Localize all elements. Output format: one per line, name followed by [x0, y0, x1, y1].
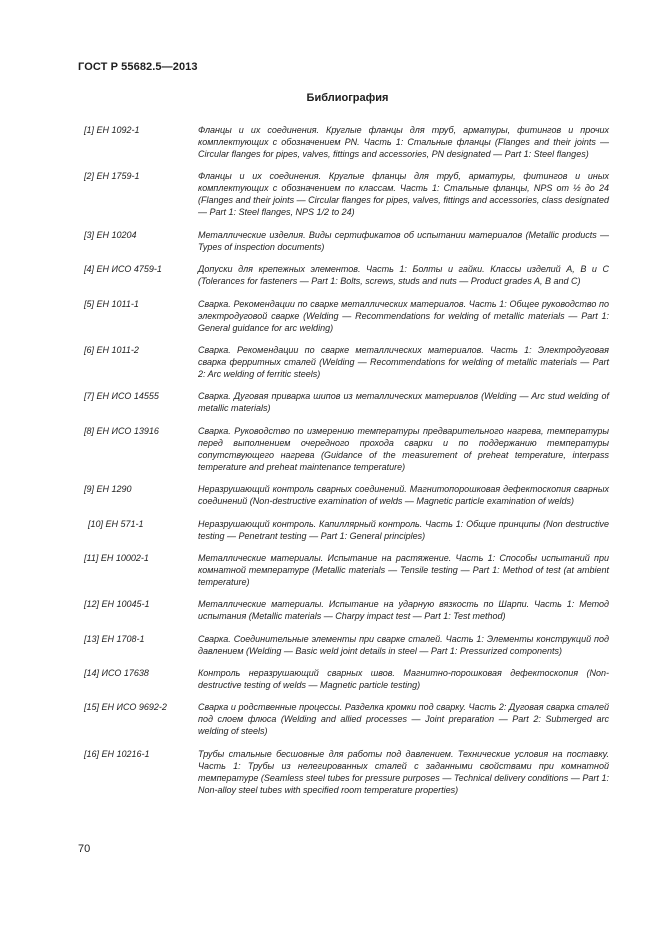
entry-text: Неразрушающий контроль. Капиллярный контроль. Часть 1: Общие принципы (Non destructive testing — Penetrant testing — Part 1: General principles) — [198, 518, 609, 541]
entry-reference: [8] ЕН ИСО 13916 — [84, 425, 159, 436]
entry-reference: [7] ЕН ИСО 14555 — [84, 391, 159, 402]
bibliography-entry — [84, 518, 610, 542]
bibliography-entry — [84, 425, 610, 473]
bibliography-entry — [84, 263, 610, 287]
entry-text: Допуски для крепежных элементов. Часть 1: Болты и гайки. Классы изделий А, В и С (Tolerances for fasteners — Part 1: Bolts, screws, studs and nuts — Product grades A, B and C) — [198, 264, 609, 287]
entry-reference: [13] ЕН 1708-1 — [84, 633, 145, 644]
bibliography-entry — [84, 748, 610, 796]
entry-reference: [1] ЕН 1092-1 — [84, 125, 140, 135]
entry-reference: [14] ИСО 17638 — [84, 668, 149, 679]
bibliography-entry — [84, 483, 610, 507]
entry-reference: [11] ЕН 10002-1 — [84, 552, 149, 563]
entry-text: Сварка. Дуговая приварка шипов из металлических материвлов (Welding — Arc stud welding of metallic materials) — [198, 391, 609, 414]
entry-text: Трубы стальные бесшовные для работы под давлением. Технические условия на поставку. Часть 1: Трубы из нелегированных сталей с заданными свойствами при комнатной температуре (Seamless steel tubes for pressure purposes — Technical delivery conditions — Part 1: Non-alloy steel tubes with specified room temperature properties) — [198, 748, 609, 795]
bibliography-entry — [84, 170, 610, 218]
entry-text: Фланцы и их соединения. Круглые фланцы для труб, арматуры, фитингов и иных комплектующих с обозначением по классам. Часть 1: Стальные фланцы, NPS от ½ до 24 (Flanges and their joints — Circular flanges for pipes, valves, fittings and accessories, class designated — Part 1: Steel flanges, NPS 1/2 to 24) — [198, 171, 609, 218]
entry-reference: [10] ЕН 571-1 — [88, 518, 144, 529]
entry-reference: [5] ЕН 1011-1 — [84, 298, 139, 309]
standard-code: ГОСТ Р 55682.5—2013 — [78, 61, 198, 73]
bibliography-entry — [84, 344, 610, 380]
entry-reference: [16] ЕН 10216-1 — [84, 748, 150, 759]
entry-text: Металлические материалы. Испытание на растяжение. Часть 1: Способы испытаний при комнатной температуре (Metallic materials — Tensile testing — Part 1: Method of test (at ambient temperature) — [198, 552, 609, 587]
page-number: 70 — [78, 843, 91, 855]
bibliography-entry — [84, 598, 610, 622]
bibliography-entry — [84, 633, 610, 657]
entry-text: Неразрушающий контроль сварных соединений. Магнитопорошковая дефектоскопия сварных соединений (Non-destructive examination of welds — Magnetic particle examination of welds) — [198, 484, 609, 507]
bibliography-entry — [84, 552, 610, 588]
entry-reference: [2] ЕН 1759-1 — [84, 171, 140, 182]
entry-text: Сварка. Соединительные элементы при сварке сталей. Часть 1: Элементы конструкций под давлением (Welding — Basic weld joint details in steel — Part 1: Pressurized components) — [198, 633, 609, 656]
entry-text: Сварка. Рекомендации по сварке металлических материалов. Часть 1: Электродуговая сварка ферритных сталей (Welding — Recommendations for welding of metallic materials — Part 2: Arc welding of ferritic steels) — [198, 344, 609, 379]
entry-reference: [12] ЕН 10045-1 — [84, 599, 150, 610]
entry-text: Металлические материалы. Испытание на ударную вязкость по Шарпи. Часть 1: Метод испытания (Metallic materials — Charpy impact test — Part 1: Test method) — [198, 599, 609, 622]
entry-reference: [3] ЕН 10204 — [84, 229, 137, 240]
entry-text: Металлические изделия. Виды сертификатов об испытании материалов (Metallic products — Types of inspection documents) — [198, 229, 609, 252]
bibliography-entry — [84, 229, 610, 253]
bibliography-entry — [84, 667, 610, 691]
section-title: Библиография — [306, 92, 389, 104]
entry-text: Контроль неразрушающий сварных швов. Магнитно-порошковая дефектоскопия (Non-destructive testing of welds — Magnetic particle testing) — [198, 668, 609, 691]
bibliography-entry — [84, 390, 610, 414]
entry-text: Фланцы и их соединения. Круглые фланцы для труб, арматуры, фитингов и прочих комплектующих с обозначением PN. Часть 1: Стальные фланцы (Flanges and their joints — Circular flanges for pipes, valves, fittings and accessories, PN designated — Part 1: Steel flanges) — [198, 125, 609, 159]
entry-reference: [9] ЕН 1290 — [84, 484, 132, 495]
bibliography-entry — [84, 701, 610, 737]
entry-text: Сварка и родственные процессы. Разделка кромки под сварку. Часть 2: Дуговая сварка сталей под слоем флюса (Welding and allied processes — Joint preparation — Part 2: Submerged arc welding of steels) — [198, 702, 609, 737]
entry-reference: [6] ЕН 1011-2 — [84, 344, 139, 355]
entry-reference: [4] ЕН ИСО 4759-1 — [84, 264, 162, 275]
bibliography-entry — [84, 124, 610, 160]
entry-reference: [15] ЕН ИСО 9692-2 — [84, 702, 167, 713]
bibliography-entry — [84, 298, 610, 334]
entry-text: Сварка. Рекомендации по сварке металлических материалов. Часть 1: Общее руководство по электродуговой сварке (Welding — Recommendations for welding of metallic materials — Part 1: General guidance for arc welding) — [198, 298, 609, 333]
bibliography-list — [84, 124, 610, 806]
entry-text: Сварка. Руководство по измерению температуры предварительного нагрева, температуры перед выполнением очередного прохода сварки и по поддержанию температуры сопутствующего нагрева (Guidance of the measurement of preheat temperature, interpass temperature and preheat maintenance temperature) — [198, 425, 609, 472]
